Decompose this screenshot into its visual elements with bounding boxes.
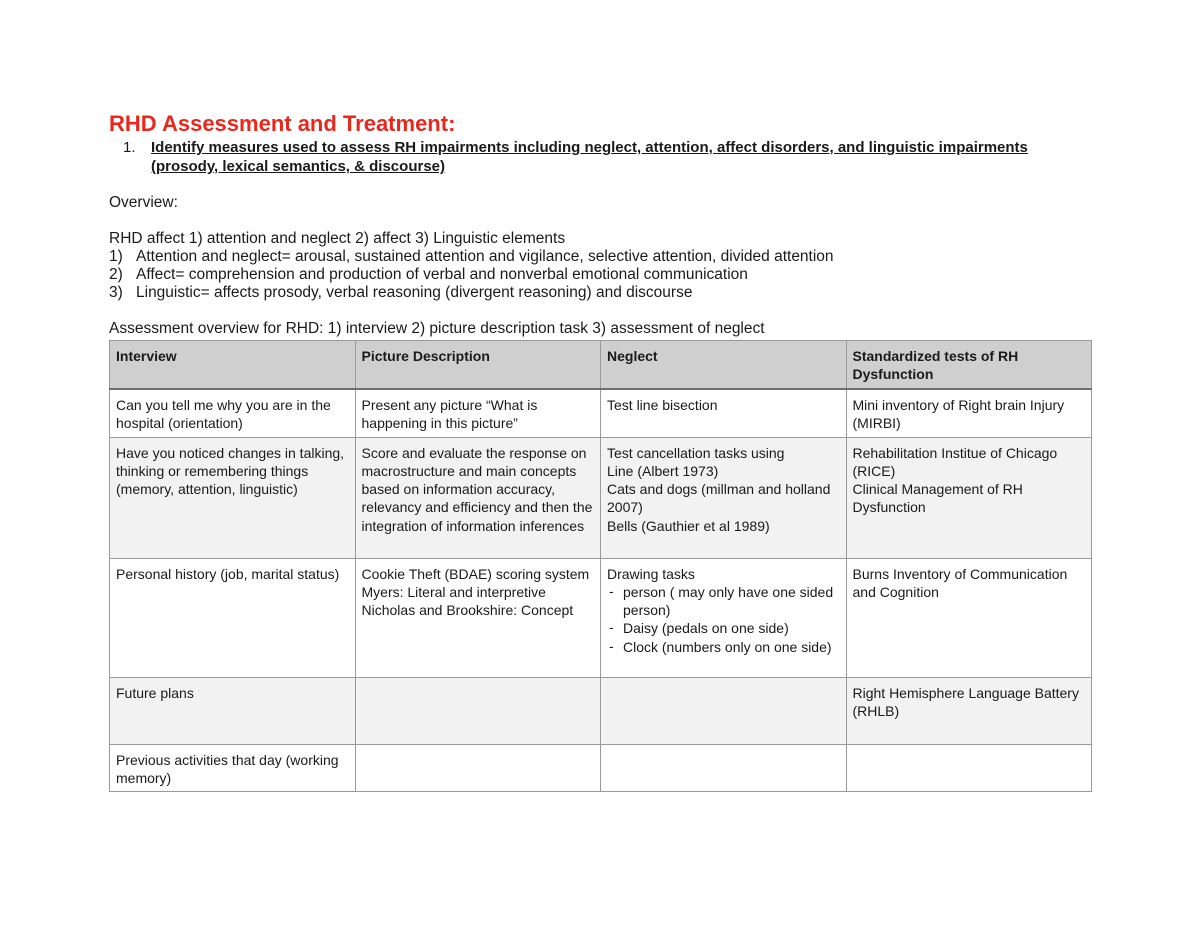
cell-standardized — [846, 677, 1092, 744]
overview-item — [109, 248, 1091, 266]
objective-text: Identify measures used to assess RH impairments including neglect, attention, affect disorders, and linguistic impairments (prosody, lexical semantics, & discourse) — [151, 139, 1028, 175]
document-title: RHD Assessment and Treatment: — [109, 111, 456, 136]
cell-interview: Have you noticed changes in talking, thinking or remembering things (memory, attention, linguistic) — [110, 437, 356, 558]
document-page — [109, 110, 1091, 792]
overview-item-text: Linguistic= affects prosody, verbal reasoning (divergent reasoning) and discourse — [136, 284, 693, 301]
overview-heading: Overview: — [109, 194, 178, 211]
cell-standardized — [846, 389, 1092, 437]
cell-interview: Personal history (job, marital status) — [110, 558, 356, 677]
cell-line: Score and evaluate the response on macrostructure and main concepts based on information accuracy, relevancy and efficiency and then the integration of information inferences — [361, 444, 593, 534]
cell-picture — [355, 558, 601, 677]
cell-interview: Can you tell me why you are in the hospital (orientation) — [110, 389, 356, 437]
assessment-table — [109, 340, 1092, 792]
table-row — [110, 389, 1092, 437]
objective-list — [109, 138, 1091, 176]
cell-picture — [355, 677, 601, 744]
cell-line: Present any picture “What is happening in this picture” — [361, 397, 538, 432]
list-item: - person ( may only have one sided person) — [607, 583, 840, 620]
overview-list — [109, 248, 1091, 302]
cell-line: Burns Inventory of Communication and Cognition — [852, 565, 1068, 600]
cell-line: Bells (Gauthier et al 1989) — [607, 517, 770, 534]
header-standardized-tests: Standardized tests of RH Dysfunction — [846, 341, 1092, 390]
objective-number: 1. — [123, 139, 136, 156]
cell-interview: Previous activities that day (working memory) — [110, 744, 356, 792]
affect-summary: RHD affect 1) attention and neglect 2) affect 3) Linguistic elements — [109, 230, 566, 247]
table-row — [110, 677, 1092, 744]
cell-standardized — [846, 558, 1092, 677]
assessment-overview: Assessment overview for RHD: 1) interview 2) picture description task 3) assessment of neglect — [109, 320, 765, 337]
cell-interview: Future plans — [110, 677, 356, 744]
cell-line: Rehabilitation Institue of Chicago (RICE) — [852, 444, 1058, 479]
cell-picture — [355, 744, 601, 792]
cell-line: Cookie Theft (BDAE) scoring system — [361, 565, 590, 582]
header-picture-description: Picture Description — [355, 341, 601, 390]
header-interview: Interview — [110, 341, 356, 390]
cell-neglect — [601, 558, 847, 677]
table-header-row — [110, 341, 1092, 390]
table-row — [110, 558, 1092, 677]
cell-line: Myers: Literal and interpretive — [361, 583, 546, 600]
drawing-task-list — [607, 583, 840, 656]
header-neglect: Neglect — [601, 341, 847, 390]
cell-line: Nicholas and Brookshire: Concept — [361, 602, 574, 619]
overview-item-number: 3) — [109, 284, 123, 301]
cell-standardized — [846, 437, 1092, 558]
cell-picture — [355, 437, 601, 558]
cell-line: Mini inventory of Right brain Injury (MIRBI) — [852, 397, 1065, 432]
cell-line: Drawing tasks — [607, 565, 695, 582]
overview-item — [109, 284, 1091, 302]
cell-line: Line (Albert 1973) — [607, 462, 719, 479]
cell-line: Cats and dogs (millman and holland 2007) — [607, 481, 831, 516]
overview-item-number: 2) — [109, 266, 123, 283]
list-item: - Clock (numbers only on one side) — [607, 638, 840, 656]
table-row — [110, 744, 1092, 792]
cell-line: Test line bisection — [607, 397, 718, 413]
table-row — [110, 437, 1092, 558]
cell-neglect — [601, 437, 847, 558]
overview-item-text: Attention and neglect= arousal, sustained attention and vigilance, selective attention, divided attention — [136, 248, 834, 265]
cell-neglect — [601, 677, 847, 744]
cell-line: Right Hemisphere Language Battery — [852, 684, 1079, 701]
list-item: - Daisy (pedals on one side) — [607, 619, 840, 637]
cell-line: Clinical Management of RH Dysfunction — [852, 481, 1023, 516]
overview-item-text: Affect= comprehension and production of verbal and nonverbal emotional communication — [136, 266, 748, 283]
cell-line: Test cancellation tasks using — [607, 444, 785, 461]
cell-neglect — [601, 389, 847, 437]
overview-item — [109, 266, 1091, 284]
overview-item-number: 1) — [109, 248, 123, 265]
cell-standardized — [846, 744, 1092, 792]
objective-item — [109, 138, 1091, 176]
cell-picture — [355, 389, 601, 437]
cell-neglect — [601, 744, 847, 792]
cell-line: (RHLB) — [852, 702, 900, 719]
